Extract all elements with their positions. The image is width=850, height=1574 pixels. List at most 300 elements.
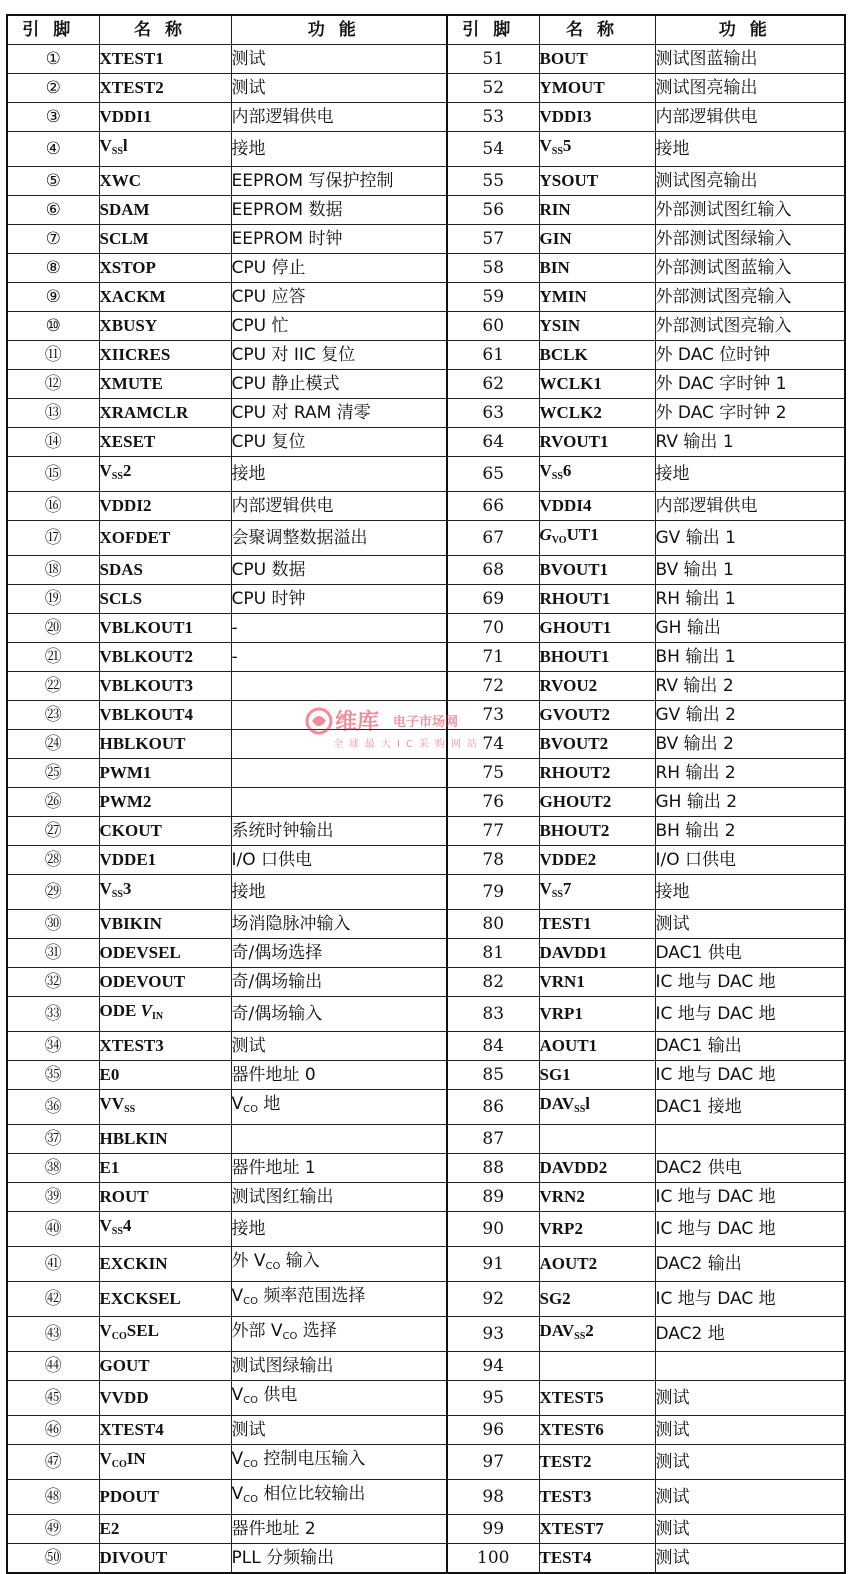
table-row (7, 167, 845, 196)
right-name-cell: TEST2 (539, 1445, 655, 1480)
right-name-cell: BHOUT1 (539, 643, 655, 672)
right-name-cell: YMIN (539, 283, 655, 312)
table-row (7, 1090, 845, 1125)
right-function-cell: 测试 (655, 1515, 845, 1544)
table-row (7, 1154, 845, 1183)
left-function-cell: EEPROM 时钟 (231, 225, 447, 254)
right-function-cell: 测试图蓝输出 (655, 45, 845, 74)
right-name-cell: WCLK2 (539, 399, 655, 428)
right-pin-cell: 62 (447, 370, 539, 399)
right-pin-cell: 85 (447, 1061, 539, 1090)
right-function-cell: 测试图亮输出 (655, 74, 845, 103)
right-name-cell: GIN (539, 225, 655, 254)
left-function-cell: 测试 (231, 74, 447, 103)
left-name-cell: E1 (99, 1154, 231, 1183)
right-name-cell: GHOUT2 (539, 788, 655, 817)
right-pin-cell: 61 (447, 341, 539, 370)
left-name-cell: ROUT (99, 1183, 231, 1212)
left-function-cell: EEPROM 写保护控制 (231, 167, 447, 196)
right-name-cell: AOUT1 (539, 1032, 655, 1061)
left-name-cell: XWC (99, 167, 231, 196)
right-function-cell: DAC1 接地 (655, 1090, 845, 1125)
table-row (7, 399, 845, 428)
left-pin-cell: ㊻ (7, 1416, 99, 1445)
left-name-cell: $V_{CO}SEL$ (99, 1317, 231, 1352)
left-name-cell: VBLKOUT3 (99, 672, 231, 701)
left-pin-cell: ⑥ (7, 196, 99, 225)
left-pin-cell: ㊲ (7, 1125, 99, 1154)
left-name-cell: ODEVOUT (99, 968, 231, 997)
right-name-cell: BOUT (539, 45, 655, 74)
right-pin-cell: 52 (447, 74, 539, 103)
right-name-cell: BIN (539, 254, 655, 283)
right-name-cell: BHOUT2 (539, 817, 655, 846)
left-name-cell: VDDI2 (99, 492, 231, 521)
left-pin-cell: ⑨ (7, 283, 99, 312)
right-function-cell: 内部逻辑供电 (655, 492, 845, 521)
right-pin-cell: 98 (447, 1480, 539, 1515)
left-name-cell: VBLKOUT4 (99, 701, 231, 730)
right-name-cell: VRP1 (539, 997, 655, 1032)
right-pin-cell: 81 (447, 939, 539, 968)
right-function-cell: IC 地与 DAC 地 (655, 968, 845, 997)
left-pin-cell: ② (7, 74, 99, 103)
table-row (7, 1183, 845, 1212)
left-name-cell: XTEST2 (99, 74, 231, 103)
right-function-cell: 外 DAC 字时钟 1 (655, 370, 845, 399)
pin-rows (7, 45, 845, 1574)
left-function-cell: 器件地址 2 (231, 1515, 447, 1544)
left-name-cell: $V_{SS}2$ (99, 457, 231, 492)
table-row (7, 370, 845, 399)
right-name-cell: WCLK1 (539, 370, 655, 399)
right-name-cell: RHOUT1 (539, 585, 655, 614)
left-function-cell: CPU 对 RAM 清零 (231, 399, 447, 428)
table-row (7, 730, 845, 759)
right-pin-cell: 73 (447, 701, 539, 730)
left-name-cell: GOUT (99, 1352, 231, 1381)
right-function-cell: 内部逻辑供电 (655, 103, 845, 132)
left-function-cell: 测试图绿输出 (231, 1352, 447, 1381)
left-pin-cell: ⑪ (7, 341, 99, 370)
right-function-cell: RV 输出 2 (655, 672, 845, 701)
header-name-right: 名称 (539, 15, 655, 45)
right-pin-cell: 96 (447, 1416, 539, 1445)
left-function-cell: CPU 数据 (231, 556, 447, 585)
table-row (7, 1282, 845, 1317)
right-function-cell: DAC1 输出 (655, 1032, 845, 1061)
right-name-cell: VDDI4 (539, 492, 655, 521)
right-pin-cell: 92 (447, 1282, 539, 1317)
left-function-cell: $V_{CO}$ 地 (231, 1090, 447, 1125)
table-row (7, 585, 845, 614)
left-function-cell: $V_{CO}$ 相位比较输出 (231, 1480, 447, 1515)
left-pin-cell: ㉜ (7, 968, 99, 997)
right-pin-cell: 74 (447, 730, 539, 759)
left-function-cell: CPU 停止 (231, 254, 447, 283)
left-function-cell: EEPROM 数据 (231, 196, 447, 225)
left-function-cell: 接地 (231, 457, 447, 492)
left-pin-cell: ㊿ (7, 1544, 99, 1574)
right-pin-cell: 82 (447, 968, 539, 997)
right-pin-cell: 94 (447, 1352, 539, 1381)
left-name-cell: XTEST1 (99, 45, 231, 74)
right-function-cell (655, 1352, 845, 1381)
right-pin-cell: 57 (447, 225, 539, 254)
left-function-cell (231, 701, 447, 730)
right-function-cell: IC 地与 DAC 地 (655, 1061, 845, 1090)
left-function-cell: 奇/偶场输出 (231, 968, 447, 997)
right-pin-cell: 69 (447, 585, 539, 614)
left-name-cell: $V_{SS}3$ (99, 875, 231, 910)
right-function-cell: GH 输出 2 (655, 788, 845, 817)
right-pin-cell: 83 (447, 997, 539, 1032)
left-pin-cell: ⑫ (7, 370, 99, 399)
left-pin-cell: ㉔ (7, 730, 99, 759)
left-function-cell: CPU 忙 (231, 312, 447, 341)
right-function-cell: 外部测试图蓝输入 (655, 254, 845, 283)
left-function-cell: $V_{CO}$ 频率范围选择 (231, 1282, 447, 1317)
left-function-cell: 器件地址 1 (231, 1154, 447, 1183)
left-pin-cell: ㊽ (7, 1480, 99, 1515)
left-name-cell: XTEST4 (99, 1416, 231, 1445)
left-function-cell: 测试图红输出 (231, 1183, 447, 1212)
left-name-cell: HBLKOUT (99, 730, 231, 759)
right-pin-cell: 55 (447, 167, 539, 196)
right-function-cell: DAC2 供电 (655, 1154, 845, 1183)
left-pin-cell: ⑳ (7, 614, 99, 643)
right-function-cell: 接地 (655, 457, 845, 492)
left-pin-cell: ㊼ (7, 1445, 99, 1480)
left-pin-cell: ④ (7, 132, 99, 167)
right-pin-cell: 59 (447, 283, 539, 312)
left-name-cell: $V_{SS}4$ (99, 1212, 231, 1247)
right-function-cell: BH 输出 2 (655, 817, 845, 846)
left-name-cell: XBUSY (99, 312, 231, 341)
left-function-cell: - (231, 614, 447, 643)
header-name-left: 名称 (99, 15, 231, 45)
right-name-cell: DAVDD1 (539, 939, 655, 968)
table-row (7, 521, 845, 556)
left-pin-cell: ㊸ (7, 1317, 99, 1352)
right-function-cell: IC 地与 DAC 地 (655, 1212, 845, 1247)
watermark-subtitle: 电子市场网 (393, 715, 459, 730)
right-function-cell: DAC1 供电 (655, 939, 845, 968)
right-function-cell: BV 输出 1 (655, 556, 845, 585)
left-function-cell: 内部逻辑供电 (231, 103, 447, 132)
left-pin-cell: ⑦ (7, 225, 99, 254)
right-name-cell: SG1 (539, 1061, 655, 1090)
right-name-cell: VRP2 (539, 1212, 655, 1247)
table-row (7, 875, 845, 910)
left-function-cell: CPU 静止模式 (231, 370, 447, 399)
left-pin-cell: ㊴ (7, 1183, 99, 1212)
right-pin-cell: 99 (447, 1515, 539, 1544)
table-row (7, 103, 845, 132)
right-function-cell: RV 输出 1 (655, 428, 845, 457)
right-pin-cell: 100 (447, 1544, 539, 1574)
left-function-cell: CPU 时钟 (231, 585, 447, 614)
left-name-cell: $VV_{SS}$ (99, 1090, 231, 1125)
right-function-cell: 外部测试图红输入 (655, 196, 845, 225)
pin-function-table (6, 14, 846, 1574)
right-pin-cell: 60 (447, 312, 539, 341)
left-name-cell: XIICRES (99, 341, 231, 370)
left-name-cell: HBLKIN (99, 1125, 231, 1154)
table-row (7, 1032, 845, 1061)
left-function-cell: CPU 对 IIC 复位 (231, 341, 447, 370)
right-name-cell: DAVDD2 (539, 1154, 655, 1183)
left-name-cell: PWM1 (99, 759, 231, 788)
right-function-cell: 测试图亮输出 (655, 167, 845, 196)
right-function-cell: 测试 (655, 1445, 845, 1480)
right-pin-cell: 86 (447, 1090, 539, 1125)
left-function-cell: 外部 $V_{CO}$ 选择 (231, 1317, 447, 1352)
left-pin-cell: ⑰ (7, 521, 99, 556)
right-pin-cell: 77 (447, 817, 539, 846)
left-name-cell: EXCKIN (99, 1247, 231, 1282)
table-row (7, 672, 845, 701)
right-function-cell (655, 1125, 845, 1154)
table-row (7, 1247, 845, 1282)
left-pin-cell: ㊷ (7, 1282, 99, 1317)
right-pin-cell: 67 (447, 521, 539, 556)
left-name-cell: $V_{CO}IN$ (99, 1445, 231, 1480)
right-function-cell: DAC2 地 (655, 1317, 845, 1352)
left-pin-cell: ⑱ (7, 556, 99, 585)
left-name-cell: ODE $V_{IN}$ (99, 997, 231, 1032)
left-pin-cell: ⑯ (7, 492, 99, 521)
right-function-cell: IC 地与 DAC 地 (655, 1282, 845, 1317)
right-name-cell: $DAV_{SS}l$ (539, 1090, 655, 1125)
right-name-cell: BCLK (539, 341, 655, 370)
right-pin-cell: 56 (447, 196, 539, 225)
header-pin-left: 引脚 (7, 15, 99, 45)
right-function-cell: 接地 (655, 132, 845, 167)
table-row (7, 939, 845, 968)
table-row (7, 1416, 845, 1445)
right-name-cell: $V_{SS}7$ (539, 875, 655, 910)
left-function-cell: PLL 分频输出 (231, 1544, 447, 1574)
table-row (7, 283, 845, 312)
table-row (7, 997, 845, 1032)
left-function-cell: 测试 (231, 1032, 447, 1061)
right-pin-cell: 58 (447, 254, 539, 283)
right-function-cell: RH 输出 1 (655, 585, 845, 614)
right-pin-cell: 71 (447, 643, 539, 672)
table-row (7, 254, 845, 283)
right-pin-cell: 93 (447, 1317, 539, 1352)
left-name-cell: VBIKIN (99, 910, 231, 939)
right-function-cell: GH 输出 (655, 614, 845, 643)
table-row (7, 1480, 845, 1515)
right-pin-cell: 64 (447, 428, 539, 457)
left-name-cell: VVDD (99, 1381, 231, 1416)
right-name-cell: AOUT2 (539, 1247, 655, 1282)
left-name-cell: PDOUT (99, 1480, 231, 1515)
watermark-tagline: 全球最大IC采购网站 (333, 739, 483, 750)
table-row (7, 74, 845, 103)
right-function-cell: 外 DAC 位时钟 (655, 341, 845, 370)
right-function-cell: GV 输出 1 (655, 521, 845, 556)
right-name-cell: $V_{SS}6$ (539, 457, 655, 492)
table-row (7, 341, 845, 370)
table-row (7, 1445, 845, 1480)
right-pin-cell: 72 (447, 672, 539, 701)
right-name-cell: TEST3 (539, 1480, 655, 1515)
left-function-cell: 接地 (231, 132, 447, 167)
right-name-cell (539, 1125, 655, 1154)
right-pin-cell: 97 (447, 1445, 539, 1480)
right-name-cell: YSIN (539, 312, 655, 341)
right-function-cell: 测试 (655, 1544, 845, 1574)
right-name-cell: XTEST5 (539, 1381, 655, 1416)
left-function-cell: I/O 口供电 (231, 846, 447, 875)
left-name-cell: DIVOUT (99, 1544, 231, 1574)
right-pin-cell: 63 (447, 399, 539, 428)
left-function-cell: 会聚调整数据溢出 (231, 521, 447, 556)
left-name-cell: XESET (99, 428, 231, 457)
left-pin-cell: ① (7, 45, 99, 74)
right-pin-cell: 88 (447, 1154, 539, 1183)
left-pin-cell: ⑭ (7, 428, 99, 457)
right-name-cell: VRN1 (539, 968, 655, 997)
right-function-cell: 外部测试图亮输入 (655, 312, 845, 341)
left-function-cell: 场消隐脉冲输入 (231, 910, 447, 939)
right-name-cell: RVOUT1 (539, 428, 655, 457)
left-function-cell: $V_{CO}$ 供电 (231, 1381, 447, 1416)
right-name-cell: XTEST7 (539, 1515, 655, 1544)
left-pin-cell: ㉛ (7, 939, 99, 968)
left-pin-cell: ㊾ (7, 1515, 99, 1544)
left-pin-cell: ㉟ (7, 1061, 99, 1090)
right-name-cell: GHOUT1 (539, 614, 655, 643)
right-name-cell: RIN (539, 196, 655, 225)
right-function-cell: 测试 (655, 1381, 845, 1416)
right-pin-cell: 70 (447, 614, 539, 643)
header-function-right: 功能 (655, 15, 845, 45)
right-name-cell: VRN2 (539, 1183, 655, 1212)
right-name-cell (539, 1352, 655, 1381)
table-row (7, 643, 845, 672)
left-pin-cell: ⑮ (7, 457, 99, 492)
left-function-cell: CPU 复位 (231, 428, 447, 457)
right-name-cell: BVOUT2 (539, 730, 655, 759)
table-row (7, 846, 845, 875)
right-pin-cell: 76 (447, 788, 539, 817)
left-name-cell: SCLM (99, 225, 231, 254)
right-function-cell: 接地 (655, 875, 845, 910)
right-pin-cell: 68 (447, 556, 539, 585)
left-name-cell: ODEVSEL (99, 939, 231, 968)
right-pin-cell: 80 (447, 910, 539, 939)
right-function-cell: IC 地与 DAC 地 (655, 1183, 845, 1212)
left-pin-cell: ㉕ (7, 759, 99, 788)
table-row (7, 1061, 845, 1090)
left-name-cell: VDDI1 (99, 103, 231, 132)
left-function-cell: $V_{CO}$ 控制电压输入 (231, 1445, 447, 1480)
right-name-cell: $G_{VO}UT1$ (539, 521, 655, 556)
left-name-cell: SDAM (99, 196, 231, 225)
left-function-cell (231, 788, 447, 817)
table-row (7, 1317, 845, 1352)
right-pin-cell: 65 (447, 457, 539, 492)
left-pin-cell: ㊱ (7, 1090, 99, 1125)
left-pin-cell: ㉒ (7, 672, 99, 701)
table-row (7, 1544, 845, 1574)
table-row (7, 968, 845, 997)
right-function-cell: 测试 (655, 1480, 845, 1515)
right-pin-cell: 66 (447, 492, 539, 521)
table-row (7, 132, 845, 167)
right-name-cell: YMOUT (539, 74, 655, 103)
left-name-cell: $V_{SS}l$ (99, 132, 231, 167)
right-function-cell: BV 输出 2 (655, 730, 845, 759)
right-name-cell: XTEST6 (539, 1416, 655, 1445)
left-name-cell: XTEST3 (99, 1032, 231, 1061)
left-function-cell: 外 $V_{CO}$ 输入 (231, 1247, 447, 1282)
left-name-cell: XOFDET (99, 521, 231, 556)
right-function-cell: 测试 (655, 910, 845, 939)
left-function-cell: 内部逻辑供电 (231, 492, 447, 521)
left-pin-cell: ③ (7, 103, 99, 132)
right-function-cell: IC 地与 DAC 地 (655, 997, 845, 1032)
header-function-left: 功能 (231, 15, 447, 45)
watermark-brand: 维库 (335, 710, 380, 735)
left-function-cell: 器件地址 0 (231, 1061, 447, 1090)
left-name-cell: SDAS (99, 556, 231, 585)
left-function-cell: 接地 (231, 1212, 447, 1247)
left-pin-cell: ㉝ (7, 997, 99, 1032)
right-function-cell: DAC2 输出 (655, 1247, 845, 1282)
left-name-cell: PWM2 (99, 788, 231, 817)
left-name-cell: SCLS (99, 585, 231, 614)
header-pin-right: 引脚 (447, 15, 539, 45)
left-function-cell (231, 1125, 447, 1154)
left-name-cell: VDDE1 (99, 846, 231, 875)
right-pin-cell: 90 (447, 1212, 539, 1247)
right-name-cell: SG2 (539, 1282, 655, 1317)
left-function-cell: CPU 应答 (231, 283, 447, 312)
right-function-cell: RH 输出 2 (655, 759, 845, 788)
right-function-cell: I/O 口供电 (655, 846, 845, 875)
right-pin-cell: 75 (447, 759, 539, 788)
left-pin-cell: ⑬ (7, 399, 99, 428)
table-row (7, 788, 845, 817)
right-function-cell: 测试 (655, 1416, 845, 1445)
right-pin-cell: 89 (447, 1183, 539, 1212)
left-pin-cell: ㉖ (7, 788, 99, 817)
left-name-cell: VBLKOUT1 (99, 614, 231, 643)
left-pin-cell: ⑧ (7, 254, 99, 283)
left-name-cell: CKOUT (99, 817, 231, 846)
right-function-cell: BH 输出 1 (655, 643, 845, 672)
table-row (7, 1125, 845, 1154)
left-function-cell: 测试 (231, 45, 447, 74)
left-pin-cell: ㉑ (7, 643, 99, 672)
right-name-cell: BVOUT1 (539, 556, 655, 585)
left-pin-cell: ㊳ (7, 1154, 99, 1183)
right-pin-cell: 53 (447, 103, 539, 132)
right-name-cell: VDDI3 (539, 103, 655, 132)
left-function-cell: 测试 (231, 1416, 447, 1445)
left-pin-cell: ⑩ (7, 312, 99, 341)
left-pin-cell: ㊺ (7, 1381, 99, 1416)
right-pin-cell: 54 (447, 132, 539, 167)
table-row (7, 1381, 845, 1416)
left-pin-cell: ㊶ (7, 1247, 99, 1282)
left-pin-cell: ㊵ (7, 1212, 99, 1247)
